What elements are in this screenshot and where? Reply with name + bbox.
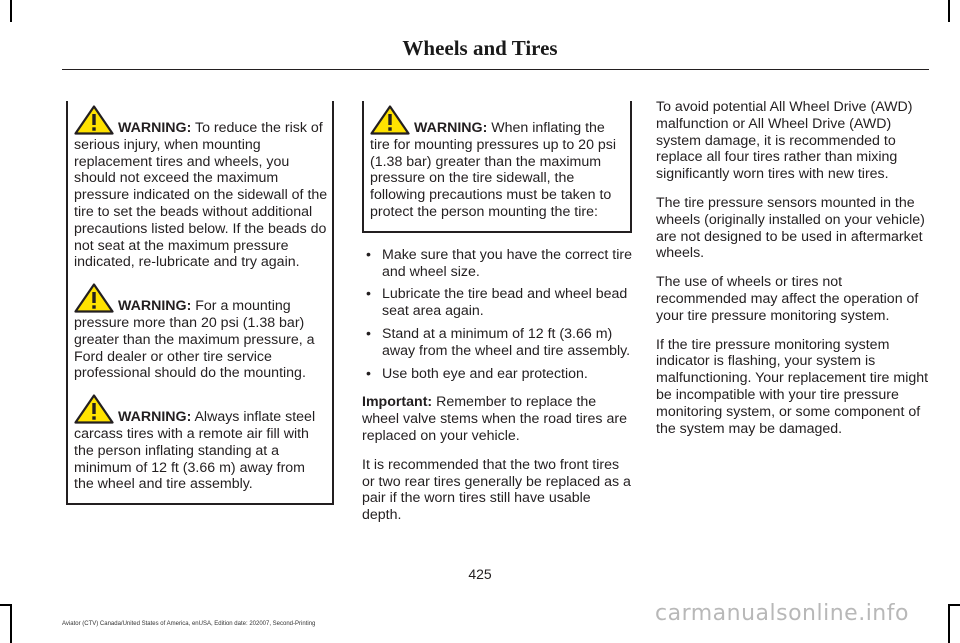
watermark: carmanualsonline.info	[655, 601, 909, 626]
warning-lead: WARNING:	[118, 120, 192, 136]
warning-text: For a mounting pressure more than 20 psi (1.38 bar) greater than the maximum pressure, a Ford dealer or other tire service professional should do the mounting.	[74, 298, 315, 382]
warning-lead: WARNING:	[118, 298, 192, 315]
list-item: • Use both eye and ear protection.	[362, 366, 632, 383]
warning-triangle-icon	[74, 105, 114, 135]
page-title: Wheels and Tires	[402, 36, 558, 60]
paragraph: It is recommended that the two front tires or two rear tires generally be replaced as a pair if the worn tires still have usable depth.	[362, 456, 631, 524]
warning-text: When inflating the tire for mounting pressures up to 20 psi (1.38 bar) greater than the maximum pressure on the tire sidewall, the following precautions must be taken to protect the person mounting the tire:	[370, 120, 617, 220]
page-number: 425	[468, 566, 492, 582]
warning-block	[74, 283, 328, 382]
crop-mark-top-left	[10, 0, 12, 22]
warning-text: To reduce the risk of serious injury, when mounting replacement tires and wheels, you should not exceed the maximum pressure indicated on the sidewall of the tire to set the beads without additional precautions listed below. If the beads do not seat at the maximum pressure indicated, re-lubricate and try again.	[74, 120, 328, 271]
warning-lead: WARNING:	[414, 120, 488, 136]
header-rule	[62, 69, 929, 70]
warning-block	[74, 105, 328, 271]
crop-mark-bottom-left-v	[10, 604, 12, 643]
list-item: • Lubricate the tire bead and wheel bead seat area again.	[362, 286, 632, 320]
warning-text: Always inflate steel carcass tires with a remote air fill with the person inflating standing at a minimum of 12 ft (3.66 m) away from the wheel and tire assembly.	[74, 409, 316, 493]
column-2	[362, 101, 632, 536]
paragraph: To avoid potential All Wheel Drive (AWD) malfunction or All Wheel Drive (AWD) system damage, it is recommended to replace all four tires rather than mixing significantly worn tires with new tires.	[656, 99, 913, 183]
paragraph: The tire pressure sensors mounted in the wheels (originally installed on your vehicle) are not designed to be used in aftermarket wheels.	[656, 194, 925, 262]
list-item: • Make sure that you have the correct tire and wheel size.	[362, 247, 632, 281]
precaution-list	[362, 247, 632, 383]
crop-mark-top-right	[948, 0, 950, 22]
important-lead: Important:	[362, 394, 433, 411]
crop-mark-bottom-right-h	[948, 604, 960, 606]
warning-lead: WARNING:	[118, 409, 192, 426]
warning-box-1	[66, 101, 334, 505]
warning-box-2	[362, 101, 632, 233]
warning-triangle-icon	[74, 283, 114, 313]
warning-triangle-icon	[74, 394, 114, 424]
footer-edition: Aviator (CTV) Canada/United States of America, enUSA, Edition date: 202007, Second-Printing	[62, 621, 316, 627]
warning-block	[370, 105, 626, 221]
paragraph: The use of wheels or tires not recommended may affect the operation of your tire pressure monitoring system.	[656, 274, 919, 324]
warning-triangle-icon	[370, 105, 410, 135]
paragraph: If the tire pressure monitoring system indicator is flashing, your system is malfunctioning. Your replacement tire might be incompatible with your tire pressure monitoring system, or some component of the system may be damaged.	[656, 336, 929, 437]
column-3	[656, 99, 930, 449]
important-note	[362, 394, 632, 444]
column-1	[66, 101, 334, 505]
crop-mark-bottom-right-v	[948, 604, 950, 643]
important-text: Remember to replace the wheel valve stems when the road tires are replaced on your vehicle.	[362, 394, 627, 444]
warning-block	[74, 394, 328, 493]
crop-mark-bottom-left-h	[0, 604, 12, 606]
list-item: • Stand at a minimum of 12 ft (3.66 m) away from the wheel and tire assembly.	[362, 326, 632, 360]
